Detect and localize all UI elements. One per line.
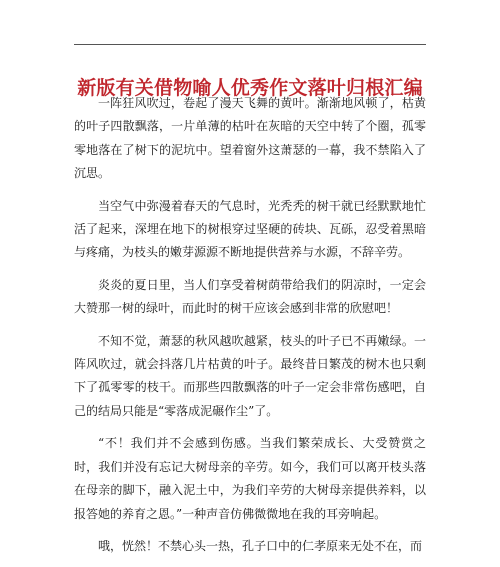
document-title: 新版有关借物喻人优秀作文落叶归根汇编 [77, 76, 423, 99]
paragraph: “不！我们并不会感到伤感。当我们繁荣成长、大受赞赏之时，我们并没有忘记大树母亲的辛劳。如今，我们可以离开枝头落在母亲的脚下，融入泥土中，为我们辛劳的大树母亲提供养料，以报答她的养育之恩。”一种声音仿佛微微地在我的耳旁响起。 [74, 436, 426, 521]
paragraph: 炎炎的夏日里，当人们享受着树荫带给我们的阴凉时，一定会大赞那一树的绿叶，而此时的树干应该会感到非常的欣慰吧！ [74, 277, 426, 316]
document-body [74, 92, 426, 567]
paragraph: 哦，恍然！不禁心头一热，孔子口中的仁孝原来无处不在，而 [98, 538, 423, 553]
paragraph: 不知不觉，萧瑟的秋风越吹越紧，枝头的叶子已不再嫩绿。一阵风吹过，就会抖落几片枯黄的叶子。最终昔日繁茂的树木也只剩下了孤零零的枝干。而那些四散飘落的叶子一定会非常伤感吧，自己的结局只能是“零落成泥碾作尘”了。 [74, 333, 426, 418]
header-rule [74, 44, 426, 45]
paragraph: 一阵狂风吹过，卷起了漫天飞舞的黄叶。渐渐地风顿了，枯黄的叶子四散飘落，一片单薄的枯叶在灰暗的天空中转了个圈，孤零零地落在了树下的泥坑中。望着窗外这萧瑟的一幕，我不禁陷入了沉思。 [74, 96, 426, 181]
paragraph: 当空气中弥漫着春天的气息时，光秃秃的树干就已经默默地忙活了起来，深埋在地下的树根穿过坚硬的砖块、瓦砾，忍受着黑暗与疼痛，为枝头的嫩芽源源不断地提供营养与水源，不辞辛劳。 [74, 198, 426, 260]
